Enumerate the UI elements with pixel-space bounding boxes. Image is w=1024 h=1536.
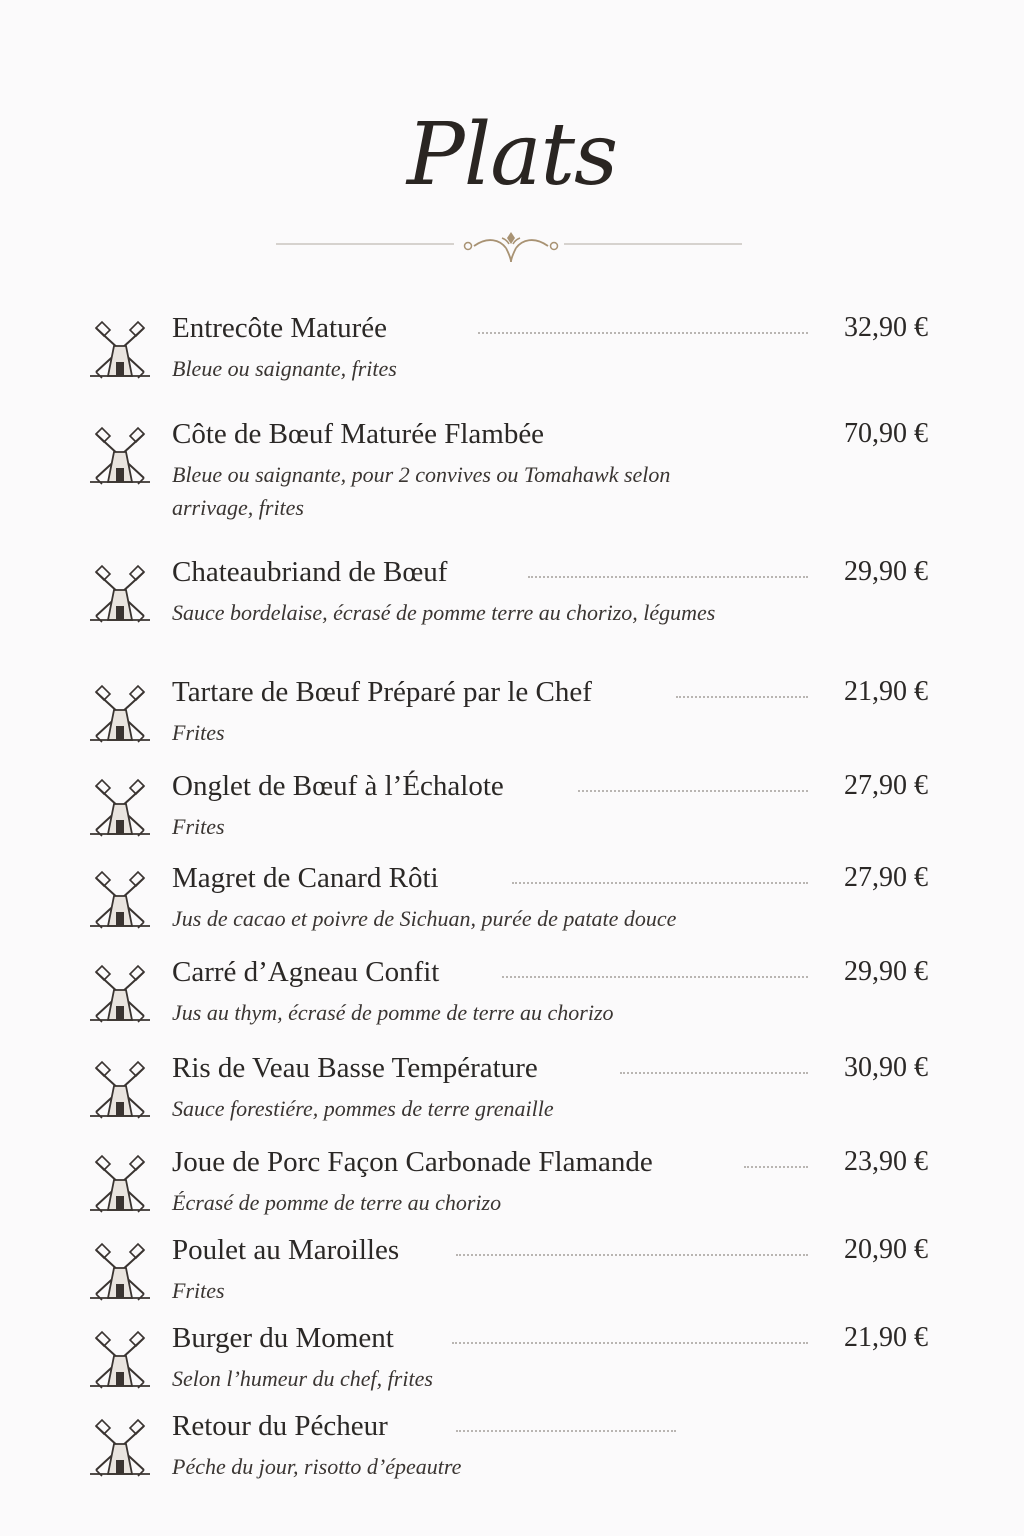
dotted-leader xyxy=(456,1424,676,1432)
windmill-icon xyxy=(88,316,152,382)
item-description: Sauce forestiére, pommes de terre grenaille xyxy=(172,1096,554,1121)
item-price: 21,90 € xyxy=(844,1322,928,1353)
dotted-leader xyxy=(744,1160,808,1168)
item-name: Côte de Bœuf Maturée Flambée xyxy=(172,418,545,450)
item-name: Onglet de Bœuf à l’Échalote xyxy=(172,770,504,802)
item-price: 70,90 € xyxy=(844,418,928,449)
windmill-icon xyxy=(88,1326,152,1392)
item-description: Sauce bordelaise, écrasé de pomme terre au chorizo, légumes xyxy=(172,600,716,625)
item-name: Ris de Veau Basse Température xyxy=(172,1052,538,1084)
item-name: Retour du Pécheur xyxy=(172,1410,388,1442)
item-description: Frites xyxy=(172,814,225,839)
windmill-icon xyxy=(88,1150,152,1216)
item-name: Chateaubriand de Bœuf xyxy=(172,556,448,588)
dotted-leader xyxy=(478,326,808,334)
item-name: Poulet au Maroilles xyxy=(172,1234,400,1266)
item-name: Entrecôte Maturée xyxy=(172,312,387,344)
windmill-icon xyxy=(88,422,152,488)
item-description: Frites xyxy=(172,1278,225,1303)
menu-title: Plats xyxy=(406,105,618,205)
item-name: Tartare de Bœuf Préparé par le Chef xyxy=(172,676,592,708)
windmill-icon xyxy=(88,960,152,1026)
item-price: 27,90 € xyxy=(844,770,928,801)
item-price: 20,90 € xyxy=(844,1234,928,1265)
item-name: Burger du Moment xyxy=(172,1322,394,1354)
windmill-icon xyxy=(88,1056,152,1122)
dotted-leader xyxy=(620,1066,808,1074)
dotted-leader xyxy=(676,690,808,698)
dotted-leader xyxy=(456,1248,808,1256)
item-name: Carré d’Agneau Confit xyxy=(172,956,440,988)
item-description: Bleue ou saignante, pour 2 convives ou Tomahawk selon arrivage, frites xyxy=(172,462,671,520)
item-description: Bleue ou saignante, frites xyxy=(172,356,397,381)
item-description: Frites xyxy=(172,720,225,745)
windmill-icon xyxy=(88,866,152,932)
item-price: 29,90 € xyxy=(844,956,928,987)
dotted-leader xyxy=(578,784,808,792)
item-description: Selon l’humeur du chef, frites xyxy=(172,1366,433,1391)
dotted-leader xyxy=(528,570,808,578)
ornament-divider xyxy=(276,228,742,264)
dotted-leader xyxy=(502,970,808,978)
item-description: Jus au thym, écrasé de pomme de terre au chorizo xyxy=(172,1000,614,1025)
item-price: 27,90 € xyxy=(844,862,928,893)
item-name: Joue de Porc Façon Carbonade Flamande xyxy=(172,1146,653,1178)
windmill-icon xyxy=(88,1414,152,1480)
dotted-leader xyxy=(452,1336,808,1344)
item-price: 23,90 € xyxy=(844,1146,928,1177)
windmill-icon xyxy=(88,680,152,746)
item-description: Écrasé de pomme de terre au chorizo xyxy=(172,1190,502,1215)
item-price: 30,90 € xyxy=(844,1052,928,1083)
item-price: 21,90 € xyxy=(844,676,928,707)
dotted-leader xyxy=(512,876,808,884)
item-price: 29,90 € xyxy=(844,556,928,587)
windmill-icon xyxy=(88,560,152,626)
windmill-icon xyxy=(88,1238,152,1304)
windmill-icon xyxy=(88,774,152,840)
item-name: Magret de Canard Rôti xyxy=(172,862,439,894)
item-description: Jus de cacao et poivre de Sichuan, purée de patate douce xyxy=(172,906,677,931)
item-price: 32,90 € xyxy=(844,312,928,343)
item-description: Péche du jour, risotto d’épeautre xyxy=(172,1454,462,1479)
